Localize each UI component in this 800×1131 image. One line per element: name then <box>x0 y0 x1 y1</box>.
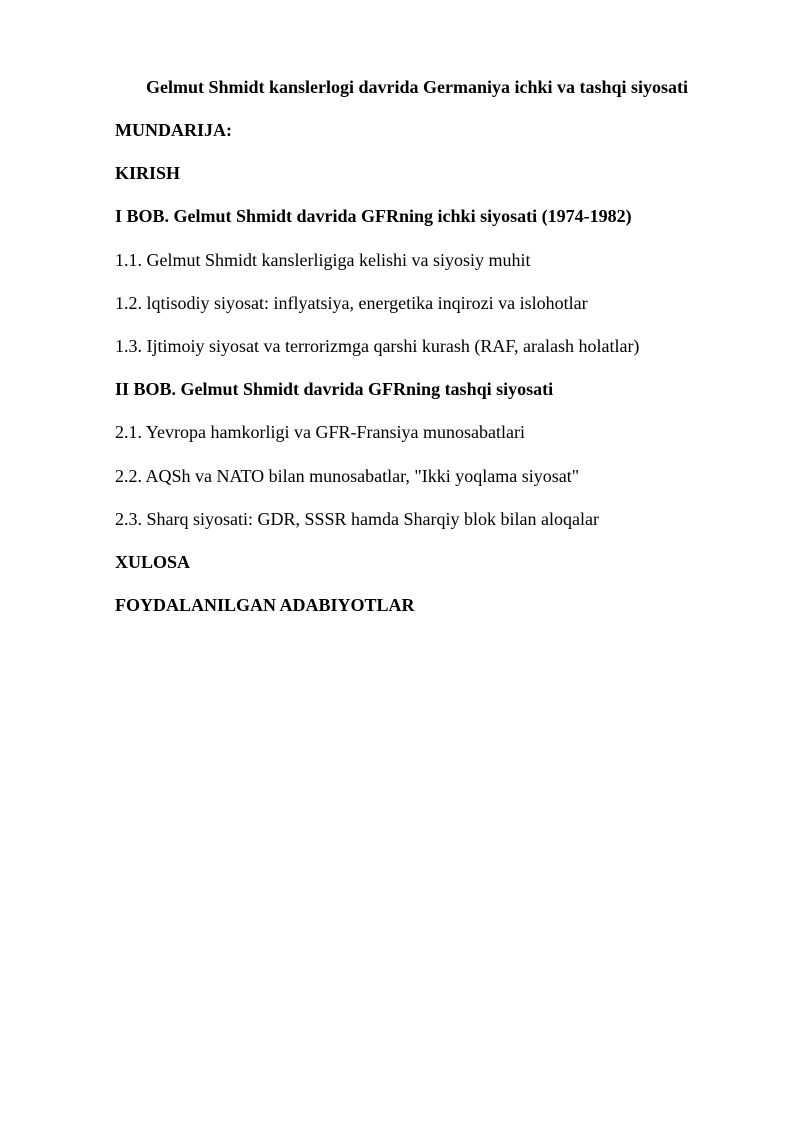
table-of-contents <box>115 119 755 637</box>
document-title: Gelmut Shmidt kanslerlogi davrida Germaniya ichki va tashqi siyosati <box>146 77 689 97</box>
toc-item-section-1-2: 1.2. lqtisodiy siyosat: inflyatsiya, energetika inqirozi va islohotlar <box>115 292 588 313</box>
toc-heading: MUNDARIJA: <box>115 120 232 140</box>
toc-item-section-2-3: 2.3. Sharq siyosati: GDR, SSSR hamda Sharqiy blok bilan aloqalar <box>115 508 599 529</box>
toc-item-introduction: KIRISH <box>115 163 181 184</box>
toc-item-section-1-1: 1.1. Gelmut Shmidt kanslerligiga kelishi va siyosiy muhit <box>115 249 531 270</box>
toc-item-section-2-1: 2.1. Yevropa hamkorligi va GFR-Fransiya munosabatlari <box>115 422 525 443</box>
toc-item-chapter-1: I BOB. Gelmut Shmidt davrida GFRning ichki siyosati (1974-1982) <box>115 206 632 227</box>
toc-item-chapter-2: II BOB. Gelmut Shmidt davrida GFRning tashqi siyosati <box>115 379 554 400</box>
toc-item-section-2-2: 2.2. AQSh va NATO bilan munosabatlar, "Ikki yoqlama siyosat" <box>115 465 580 486</box>
toc-item-conclusion: XULOSA <box>115 551 191 572</box>
toc-item-section-1-3: 1.3. Ijtimoiy siyosat va terrorizmga qarshi kurash (RAF, aralash holatlar) <box>115 335 640 356</box>
toc-item-references: FOYDALANILGAN ADABIYOTLAR <box>115 595 415 616</box>
